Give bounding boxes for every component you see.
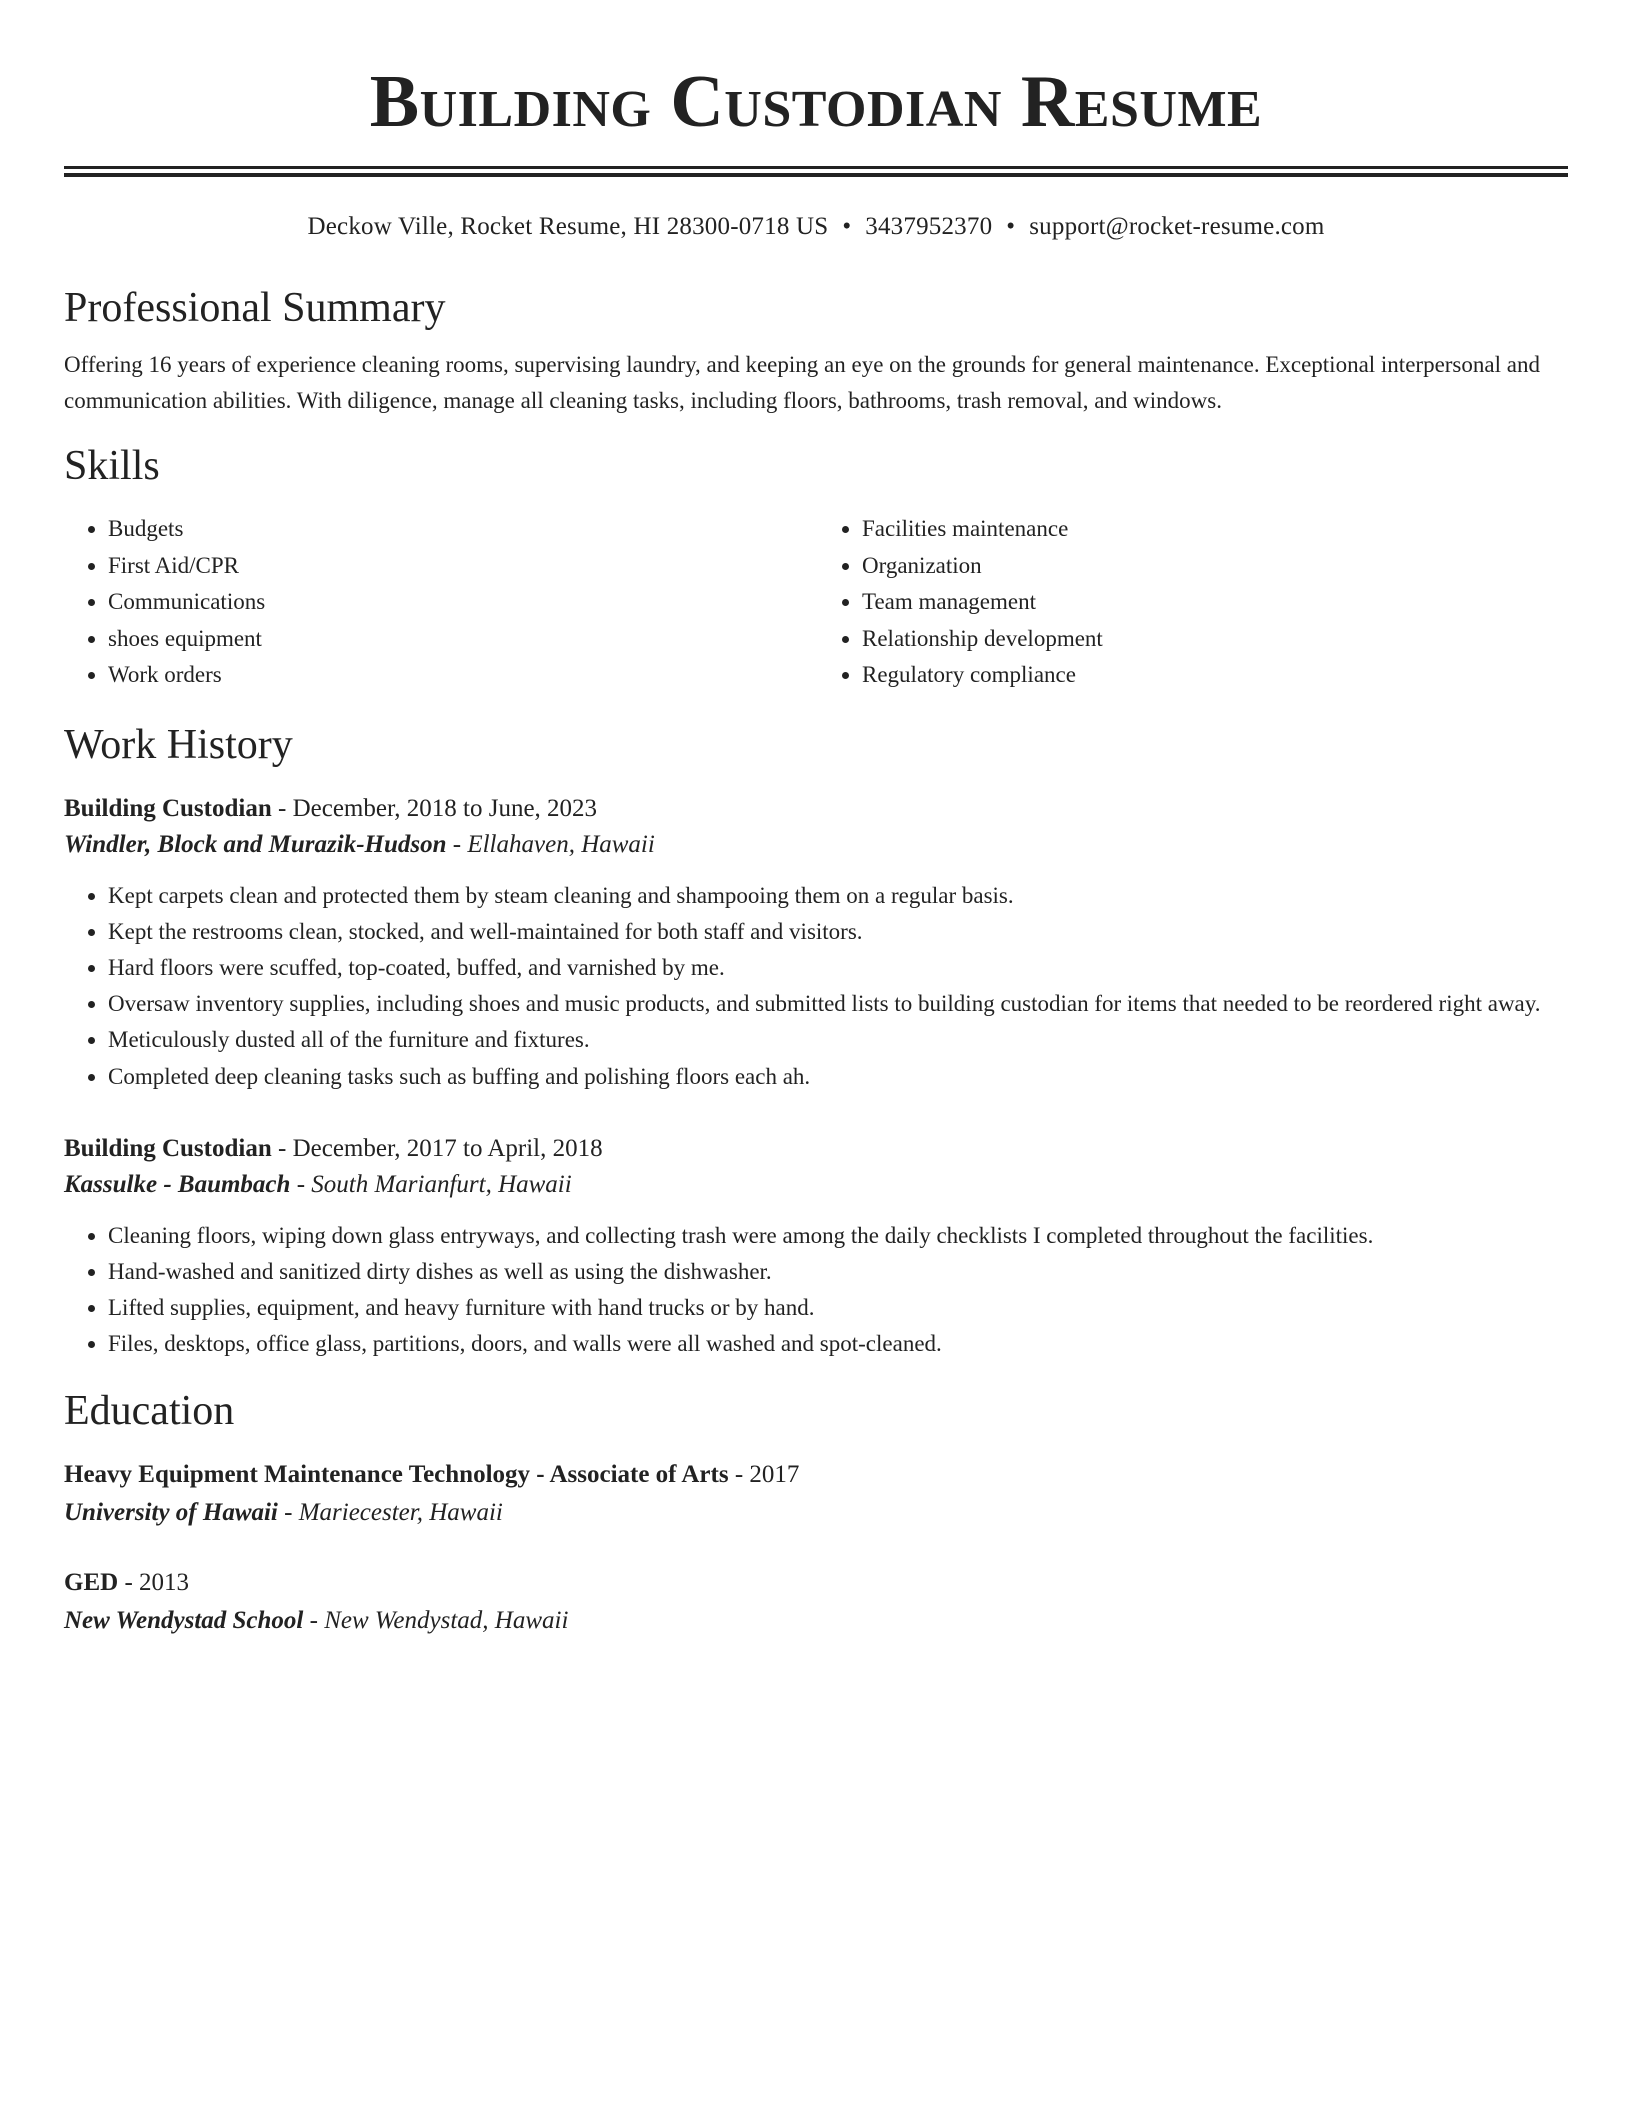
job-dates: - December, 2018 to June, 2023	[271, 794, 598, 822]
job-company: Kassulke - Baumbach	[64, 1170, 291, 1198]
skill-item: • Work orders	[108, 657, 816, 694]
job-entry	[64, 1132, 1568, 1362]
contact-line	[64, 211, 1568, 243]
duty-item: • Kept the restrooms clean, stocked, and well-maintained for both staff and visitors.	[108, 914, 1568, 950]
education-year: - 2017	[728, 1460, 800, 1488]
job-entry	[64, 792, 1568, 1096]
job-company-line	[64, 1166, 1568, 1204]
title-divider	[64, 166, 1568, 177]
skill-item: • First Aid/CPR	[108, 548, 816, 585]
duty-item: • Completed deep cleaning tasks such as buffing and polishing floors each ah.	[108, 1058, 1568, 1096]
duty-item: • Hard floors were scuffed, top-coated, buffed, and varnished by me.	[108, 950, 1568, 986]
education-location: - New Wendystad, Hawaii	[303, 1606, 569, 1634]
duty-item: • Kept carpets clean and protected them by steam cleaning and shampooing them on a regular basis.	[108, 878, 1568, 914]
summary-heading: Professional Summary	[64, 285, 446, 331]
skill-item: • Regulatory compliance	[862, 657, 1568, 694]
job-title-line	[64, 792, 1568, 826]
education-location: - Mariecester, Hawaii	[277, 1498, 503, 1526]
work-history-heading: Work History	[64, 721, 293, 768]
education-school: New Wendystad School	[64, 1606, 304, 1634]
resume-title: Building Custodian Resume	[369, 61, 1263, 143]
skill-item: • Team management	[862, 584, 1568, 621]
education-degree: GED	[64, 1568, 119, 1596]
education-entry	[64, 1564, 1568, 1640]
duty-item: • Meticulously dusted all of the furniture and fixtures.	[108, 1022, 1568, 1058]
job-title-line	[64, 1132, 1568, 1166]
duty-item: • Files, desktops, office glass, partitions, doors, and walls were all washed and spot-cleaned.	[108, 1326, 1568, 1362]
job-title: Building Custodian	[64, 1134, 272, 1162]
education-year: - 2013	[118, 1568, 190, 1596]
education-school: University of Hawaii	[64, 1498, 278, 1526]
job-company-line	[64, 826, 1568, 864]
skills-column-left	[64, 511, 816, 694]
skill-item: • Budgets	[108, 511, 816, 548]
job-duties	[64, 878, 1568, 1096]
skills-column-right	[816, 511, 1568, 694]
education-heading: Education	[64, 1387, 235, 1434]
duty-item: • Hand-washed and sanitized dirty dishes as well as using the dishwasher.	[108, 1254, 1568, 1290]
education-degree-line	[64, 1456, 1568, 1494]
duty-item: • Lifted supplies, equipment, and heavy furniture with hand trucks or by hand.	[108, 1290, 1568, 1326]
duty-item: • Cleaning floors, wiping down glass entryways, and collecting trash were among the daily checklists I completed throughout the facilities.	[108, 1218, 1568, 1254]
contact-address: Deckow Ville, Rocket Resume, HI 28300-0718 US	[307, 213, 829, 240]
summary-text: Offering 16 years of experience cleaning rooms, supervising laundry, and keeping an eye on the grounds for general maintenance. Exceptional interpersonal and communication abilities. With diligence, manage all cleaning tasks, including floors, bathrooms, trash removal, and windows.	[64, 352, 1540, 413]
education-school-line	[64, 1602, 1568, 1640]
education-school-line	[64, 1494, 1568, 1532]
job-location: - Ellahaven, Hawaii	[446, 830, 655, 858]
skill-item: • Relationship development	[862, 621, 1568, 658]
education-entry	[64, 1456, 1568, 1532]
education-degree: Heavy Equipment Maintenance Technology - Associate of Arts	[64, 1460, 729, 1488]
contact-separator: •	[1006, 213, 1016, 240]
education-degree-line	[64, 1564, 1568, 1602]
skill-item: • shoes equipment	[108, 621, 816, 658]
job-company: Windler, Block and Murazik-Hudson	[64, 830, 447, 858]
skill-item: • Organization	[862, 548, 1568, 585]
job-dates: - December, 2017 to April, 2018	[271, 1134, 603, 1162]
skills-list	[64, 511, 1568, 694]
job-location: - South Marianfurt, Hawaii	[290, 1170, 572, 1198]
job-title: Building Custodian	[64, 794, 272, 822]
duty-item: • Oversaw inventory supplies, including shoes and music products, and submitted lists to building custodian for items that needed to be reordered right away.	[108, 986, 1568, 1022]
skill-item: • Facilities maintenance	[862, 511, 1568, 548]
skills-heading: Skills	[64, 443, 160, 489]
job-duties	[64, 1218, 1568, 1362]
skill-item: • Communications	[108, 584, 816, 621]
contact-phone: 3437952370	[865, 213, 993, 240]
contact-email: support@rocket-resume.com	[1029, 213, 1325, 240]
contact-separator: •	[842, 213, 852, 240]
